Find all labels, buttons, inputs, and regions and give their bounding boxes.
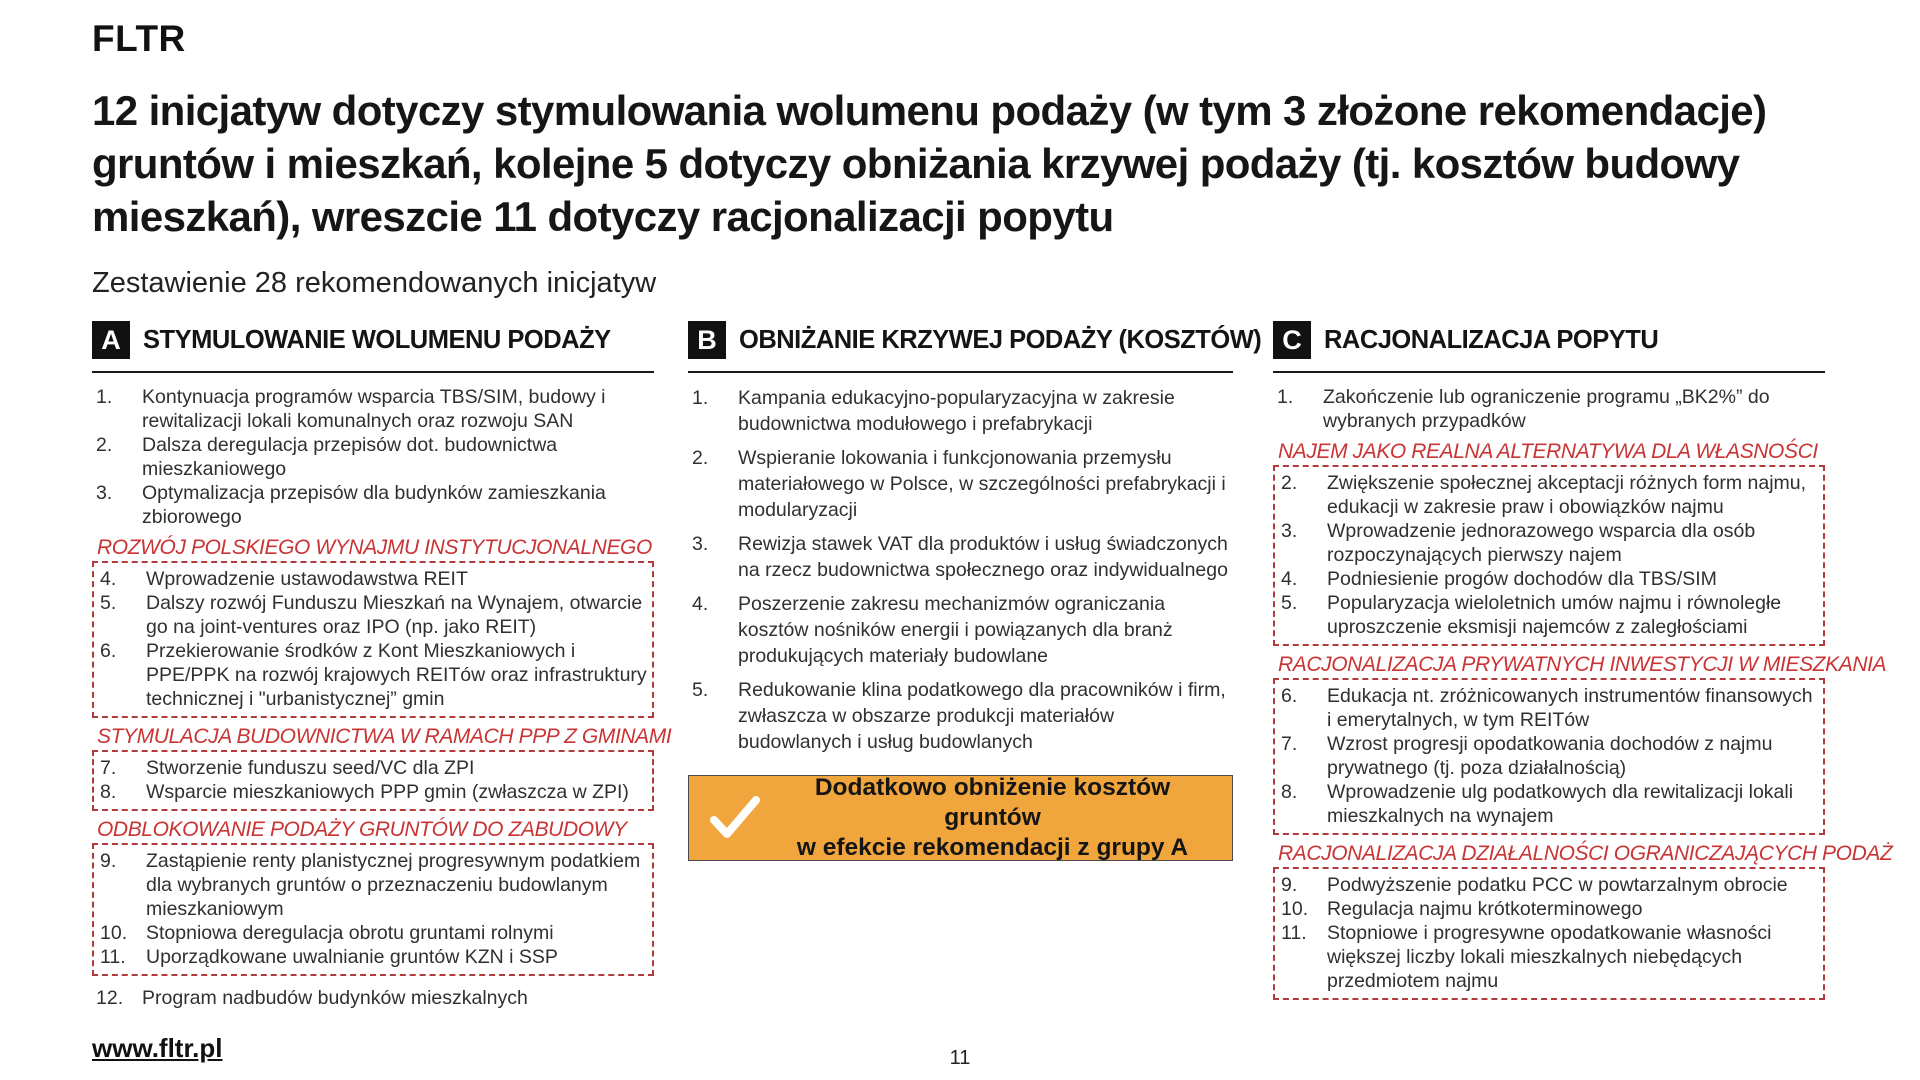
column-b [688,320,1262,861]
group-label-najem-alternatywa: NAJEM JAKO REALNA ALTERNATYWA DLA WŁASNOŚCI [1278,440,1818,463]
item-text: Redukowanie klina podatkowego dla pracowników i firm, zwłaszcza w obszarze produkcji materiałów budowlanych i usług budowlanych [738,679,1226,753]
item-text: Wprowadzenie ulg podatkowych dla rewitalizacji lokali mieszkalnych na wynajem [1327,781,1794,827]
list-item [96,849,648,921]
item-number: 5. [1281,592,1298,614]
callout-box [688,775,1233,861]
group-label-ppp-gminy: STYMULACJA BUDOWNICTWA W RAMACH PPP Z GMINAMI [97,725,672,748]
item-number: 4. [100,568,117,590]
list-item [688,531,1233,583]
item-text: Program nadbudów budynków mieszkalnych [142,987,528,1009]
list-item [688,591,1233,669]
website-link[interactable]: www.fltr.pl [92,1033,223,1063]
list-item [92,986,654,1010]
item-number: 10. [1281,898,1309,920]
slide-subtitle: Zestawienie 28 rekomendowanych inicjatyw [92,267,657,299]
column-c-title: RACJONALIZACJA POPYTU [1324,325,1659,354]
group-label-grunty: ODBLOKOWANIE PODAŻY GRUNTÓW DO ZABUDOWY [97,818,627,841]
list-item [96,756,648,780]
list-item [1277,897,1819,921]
column-b-header [688,320,1262,360]
column-a-header [92,320,654,360]
list-item [688,445,1233,523]
item-number: 7. [100,757,117,779]
item-text: Dalsza deregulacja przepisów dot. budownictwa mieszkaniowego [142,434,558,480]
list-item [92,385,654,433]
columns-container [92,320,1920,1010]
list-item [96,639,648,711]
item-number: 3. [96,482,113,504]
item-number: 4. [1281,568,1298,590]
item-text: Zakończenie lub ograniczenie programu „BK2%” do wybranych przypadków [1323,386,1770,432]
page-number: 11 [949,1047,971,1069]
list-item [1277,567,1819,591]
item-text: Stopniowa deregulacja obrotu gruntami rolnymi [146,922,554,944]
list-item [96,921,648,945]
item-text: Wprowadzenie jednorazowego wsparcia dla osób rozpoczynających pierwszy najem [1327,520,1756,566]
item-number: 12. [96,987,124,1009]
item-number: 5. [692,679,709,701]
item-number: 8. [100,781,117,803]
item-text: Poszerzenie zakresu mechanizmów ograniczania kosztów nośników energii i powiązanych dla branż produkujących materiały budowlane [738,593,1173,667]
item-number: 2. [692,447,709,469]
item-number: 10. [100,922,128,944]
item-number: 7. [1281,733,1298,755]
list-item [1277,591,1819,639]
header-rule [1273,371,1825,373]
list-item [1277,684,1819,732]
item-number: 2. [96,434,113,456]
item-text: Wsparcie mieszkaniowych PPP gmin (zwłaszcza w ZPI) [146,781,629,803]
item-number: 9. [1281,874,1298,896]
list-item [1273,385,1825,433]
list-item [688,677,1233,755]
callout-line-2: w efekcie rekomendacji z grupy A [796,834,1189,861]
group-label-inwestycje-prywatne: RACJONALIZACJA PRYWATNYCH INWESTYCJI W MIESZKANIA [1278,653,1887,676]
boxed-list-a-7-8 [92,750,654,811]
boxed-list-c-9-11 [1273,867,1825,1000]
boxed-list-c-2-5 [1273,465,1825,646]
list-a-1-3 [92,385,654,529]
item-number: 1. [1277,386,1294,408]
item-number: 2. [1281,472,1298,494]
list-item [92,481,654,529]
item-number: 6. [1281,685,1298,707]
item-text: Zastąpienie renty planistycznej progresywnym podatkiem dla wybranych gruntów o przeznaczeniu budowlanym mieszkaniowym [146,850,641,920]
column-c-header [1273,320,1825,360]
item-text: Stopniowe i progresywne opodatkowanie własności większej liczby lokali mieszkalnych niebędących przedmiotem najmu [1327,922,1772,992]
boxed-list-a-9-11 [92,843,654,976]
list-item [92,433,654,481]
list-item [96,780,648,804]
boxed-list-a-4-6 [92,561,654,718]
list-c-1 [1273,385,1825,433]
header-rule [92,371,654,373]
item-text: Uporządkowane uwalnianie gruntów KZN i SSP [146,946,558,968]
list-b-1-5 [688,385,1233,755]
badge-b: B [688,321,726,359]
item-text: Optymalizacja przepisów dla budynków zamieszkania zbiorowego [142,482,606,528]
callout-text [767,773,1218,863]
badge-c: C [1273,321,1311,359]
item-number: 1. [692,387,709,409]
item-number: 9. [100,850,117,872]
slide-title: 12 inicjatyw dotyczy stymulowania wolumenu podaży (w tym 3 złożone rekomendacje) gruntów i mieszkań, kolejne 5 dotyczy obniżania krzywej podaży (tj. kosztów budowy mieszkań), wreszcie 11 dotyczy racjonalizacji popytu [92,87,1767,240]
list-item [96,945,648,969]
column-c [1273,320,1893,1000]
item-number: 11. [1281,922,1307,944]
item-text: Podniesienie progów dochodów dla TBS/SIM [1327,568,1717,590]
column-b-title: OBNIŻANIE KRZYWEJ PODAŻY (KOSZTÓW) [739,325,1262,354]
check-icon [703,795,767,841]
group-label-ograniczanie-podazy: RACJONALIZACJA DZIAŁALNOŚCI OGRANICZAJĄCYCH PODAŻ [1278,842,1893,865]
list-item [1277,921,1819,993]
item-text: Popularyzacja wieloletnich umów najmu i równoległe uproszczenie eksmisji najemców z zaległościami [1327,592,1782,638]
item-text: Kampania edukacyjno-popularyzacyjna w zakresie budownictwa modułowego i prefabrykacji [738,387,1175,435]
item-text: Regulacja najmu krótkoterminowego [1327,898,1643,920]
callout-line-1: Dodatkowo obniżenie kosztów gruntów [814,774,1171,831]
group-label-rental-institutional: ROZWÓJ POLSKIEGO WYNAJMU INSTYTUCJONALNEGO [97,536,652,559]
item-text: Rewizja stawek VAT dla produktów i usług świadczonych na rzecz budownictwa społecznego oraz indywidualnego [738,533,1228,581]
header-rule [688,371,1233,373]
item-number: 4. [692,593,709,615]
item-text: Wprowadzenie ustawodawstwa REIT [146,568,468,590]
fltr-logo: FLTR [92,18,186,59]
column-a-title: STYMULOWANIE WOLUMENU PODAŻY [143,325,611,354]
item-number: 5. [100,592,117,614]
list-item [688,385,1233,437]
item-number: 11. [100,946,126,968]
list-item [1277,780,1819,828]
list-item [1277,519,1819,567]
badge-a: A [92,321,130,359]
item-text: Przekierowanie środków z Kont Mieszkaniowych i PPE/PPK na rozwój krajowych REITów oraz infrastruktury technicznej i "urbanistycznej” gmin [146,640,647,710]
item-text: Wspieranie lokowania i funkcjonowania przemysłu materiałowego w Polsce, w szczególności prefabrykacji i modularyzacji [738,447,1226,521]
list-item [1277,732,1819,780]
item-number: 3. [1281,520,1298,542]
item-number: 3. [692,533,709,555]
boxed-list-c-6-8 [1273,678,1825,835]
list-item [96,591,648,639]
item-text: Dalszy rozwój Funduszu Mieszkań na Wynajem, otwarcie go na joint-ventures oraz IPO (np. jako REIT) [146,592,643,638]
item-number: 1. [96,386,113,408]
list-item [96,567,648,591]
item-text: Edukacja nt. zróżnicowanych instrumentów finansowych i emerytalnych, w tym REITów [1327,685,1813,731]
item-number: 8. [1281,781,1298,803]
column-a [92,320,672,1010]
item-text: Kontynuacja programów wsparcia TBS/SIM, budowy i rewitalizacji lokali komunalnych oraz rozwoju SAN [142,386,606,432]
item-text: Podwyższenie podatku PCC w powtarzalnym obrocie [1327,874,1788,896]
item-text: Stworzenie funduszu seed/VC dla ZPI [146,757,475,779]
item-text: Zwiększenie społecznej akceptacji różnych form najmu, edukacji w zakresie praw i obowiązków najmu [1327,472,1807,518]
list-item [1277,873,1819,897]
item-text: Wzrost progresji opodatkowania dochodów z najmu prywatnego (tj. poza działalnością) [1327,733,1773,779]
item-number: 6. [100,640,117,662]
list-a-12 [92,986,654,1010]
list-item [1277,471,1819,519]
